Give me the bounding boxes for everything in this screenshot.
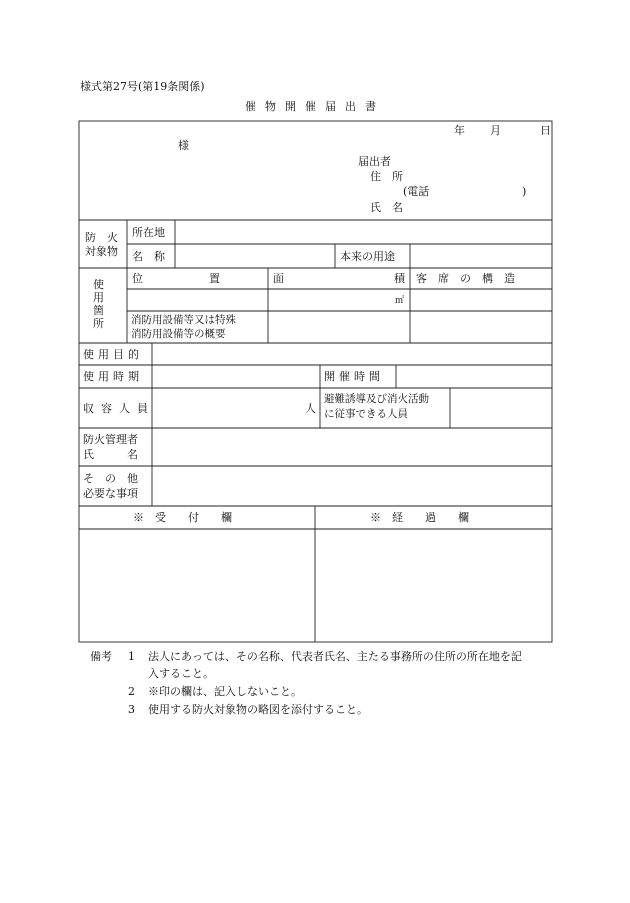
seating-label: 客 席 の 構 造 — [416, 272, 515, 285]
equipment-label-1: 消防用設備等又は特殊 — [131, 314, 236, 326]
fire-target-label-2: 対象物 — [85, 245, 118, 258]
note-1-number: 1 — [128, 650, 135, 663]
area-label-1: 面 — [273, 272, 284, 285]
other-label-1: そ の 他 — [83, 472, 138, 485]
day-label: 日 — [540, 124, 551, 137]
evacuation-label-2: に従事できる人員 — [324, 408, 408, 420]
note-2-number: 2 — [128, 685, 135, 698]
name-label: 氏 名 — [370, 201, 403, 214]
form-number: 様式第27号(第19条関係) — [80, 80, 205, 93]
name-row-label: 名 称 — [132, 250, 165, 263]
reception-header: ※ 受 付 欄 — [133, 511, 232, 524]
event-time-label: 開催時間 — [324, 370, 384, 383]
fire-target-label-1: 防 火 — [85, 231, 118, 244]
address-label: 住 所 — [370, 170, 403, 183]
evacuation-label-1: 避難誘導及び消火活動 — [324, 393, 429, 405]
purpose-label: 使用目的 — [83, 348, 143, 361]
original-use-label: 本来の用途 — [340, 250, 395, 263]
use-place-char-2: 用 — [93, 291, 104, 304]
capacity-label: 収容人員 — [83, 402, 155, 415]
notes-label: 備考 — [90, 650, 112, 663]
phone-close: ) — [522, 185, 527, 198]
submitter-label: 届出者 — [358, 155, 391, 168]
form-title: 催物開催届出書 — [245, 100, 385, 113]
use-place-char-1: 使 — [93, 278, 104, 291]
use-place-char-4: 所 — [93, 317, 104, 330]
note-2-text: ※印の欄は、記入しないこと。 — [148, 685, 302, 698]
equipment-label-2: 消防用設備等の概要 — [131, 328, 226, 340]
addressee-suffix: 様 — [178, 139, 189, 152]
fire-manager-label-2: 氏 名 — [83, 448, 138, 461]
note-1-text: 法人にあっては、その名称、代表者氏名、主たる事務所の住所の所在地を記 — [148, 650, 522, 663]
phone-open: (電話 — [403, 185, 430, 198]
area-label-2: 積 — [394, 272, 405, 285]
year-label: 年 — [454, 124, 465, 137]
area-unit: ㎡ — [395, 296, 405, 306]
note-3-number: 3 — [128, 703, 135, 716]
use-place-char-3: 箇 — [93, 304, 104, 317]
location-label: 所在地 — [132, 226, 165, 239]
month-label: 月 — [490, 124, 501, 137]
period-label: 使用時期 — [83, 370, 143, 383]
note-1-continuation: 入すること。 — [148, 667, 214, 680]
other-label-2: 必要な事項 — [83, 487, 138, 500]
position-label: 位 置 — [132, 272, 220, 285]
person-unit: 人 — [305, 402, 316, 415]
progress-header: ※ 経 過 欄 — [370, 511, 469, 524]
fire-manager-label-1: 防火管理者 — [83, 433, 138, 446]
note-3-text: 使用する防火対象物の略図を添付すること。 — [148, 703, 368, 716]
